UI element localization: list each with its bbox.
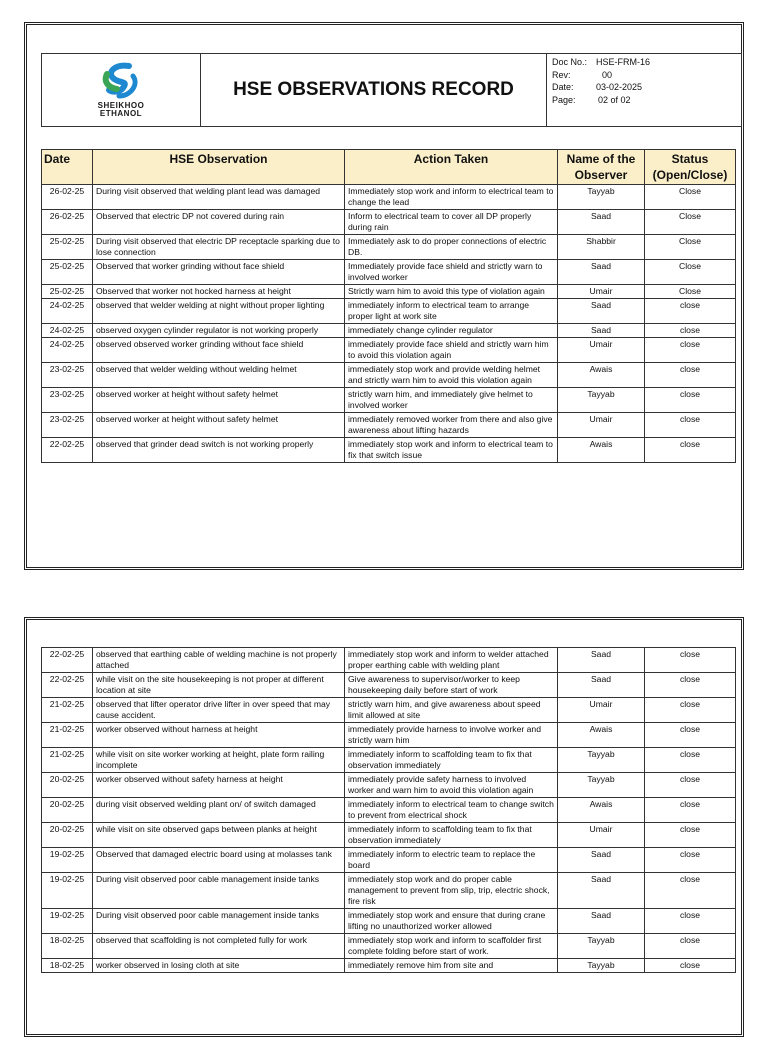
cell-observer: Tayyab	[558, 934, 645, 959]
cell-observer: Saad	[558, 324, 645, 338]
cell-status: Close	[645, 185, 736, 210]
cell-observation: observed that grinder dead switch is not working properly	[93, 438, 345, 463]
cell-status: close	[645, 299, 736, 324]
table-row	[42, 934, 736, 959]
table-row	[42, 673, 736, 698]
table-row	[42, 909, 736, 934]
cell-status: close	[645, 413, 736, 438]
cell-date: 18-02-25	[42, 934, 93, 959]
table-row	[42, 210, 736, 235]
cell-action: immediately inform to scaffolding team to fix that observation immediately	[345, 748, 558, 773]
table-row	[42, 438, 736, 463]
cell-observation: observed that earthing cable of welding machine is not properly attached	[93, 648, 345, 673]
cell-date: 22-02-25	[42, 438, 93, 463]
col-header-date: Date	[42, 150, 93, 185]
cell-observation: while visit on site worker working at height, plate form railing incomplete	[93, 748, 345, 773]
cell-date: 23-02-25	[42, 363, 93, 388]
cell-status: close	[645, 338, 736, 363]
col-header-action: Action Taken	[345, 150, 558, 185]
cell-status: close	[645, 934, 736, 959]
table-row	[42, 648, 736, 673]
cell-status: close	[645, 848, 736, 873]
cell-status: Close	[645, 210, 736, 235]
cell-status: Close	[645, 235, 736, 260]
table-row	[42, 260, 736, 285]
cell-observer: Awais	[558, 438, 645, 463]
cell-action: Immediately provide face shield and strictly warn to involved worker	[345, 260, 558, 285]
table-row	[42, 748, 736, 773]
cell-observer: Tayyab	[558, 388, 645, 413]
cell-observation: During visit observed poor cable management inside tanks	[93, 909, 345, 934]
cell-status: close	[645, 438, 736, 463]
cell-action: Immediately stop work and inform to electrical team to change the lead	[345, 185, 558, 210]
cell-action: immediately provide harness to involve worker and strictly warn him	[345, 723, 558, 748]
meta-page: Page: 02 of 02	[552, 94, 631, 105]
cell-observer: Shabbir	[558, 235, 645, 260]
cell-observer: Awais	[558, 363, 645, 388]
cell-action: strictly warn him, and give awareness about speed limit allowed at site	[345, 698, 558, 723]
cell-action: Strictly warn him to avoid this type of violation again	[345, 285, 558, 299]
cell-observation: observed worker at height without safety helmet	[93, 413, 345, 438]
table-row	[42, 235, 736, 260]
cell-observer: Saad	[558, 909, 645, 934]
sheikhoo-logo-icon	[99, 62, 143, 102]
cell-date: 24-02-25	[42, 299, 93, 324]
table-row	[42, 798, 736, 823]
cell-action: immediately stop work and do proper cable management to prevent from slip, trip, electric shock, fire risk	[345, 873, 558, 909]
cell-date: 25-02-25	[42, 285, 93, 299]
logo-line-2: ETHANOL	[99, 109, 143, 118]
cell-date: 22-02-25	[42, 673, 93, 698]
cell-status: close	[645, 723, 736, 748]
cell-action: immediately remove him from site and	[345, 959, 558, 973]
col-header-observation: HSE Observation	[93, 150, 345, 185]
cell-observation: During visit observed that welding plant lead was damaged	[93, 185, 345, 210]
cell-action: Give awareness to supervisor/worker to keep housekeeping daily before start of work	[345, 673, 558, 698]
table-row	[42, 285, 736, 299]
meta-rev: Rev: 00	[552, 69, 613, 80]
cell-observation: Observed that damaged electric board using at molasses tank	[93, 848, 345, 873]
cell-observer: Saad	[558, 648, 645, 673]
cell-observer: Tayyab	[558, 773, 645, 798]
cell-action: immediately removed worker from there and also give awareness about lifting hazards	[345, 413, 558, 438]
cell-action: immediately inform to electric team to replace the board	[345, 848, 558, 873]
cell-observation: during visit observed welding plant on/ of switch damaged	[93, 798, 345, 823]
cell-observation: observed that scaffolding is not completed fully for work	[93, 934, 345, 959]
cell-action: immediately inform to electrical team to arrange proper light at work site	[345, 299, 558, 324]
cell-observation: worker observed without harness at height	[93, 723, 345, 748]
cell-action: immediately stop work and inform to scaffolder first complete folding before start of work.	[345, 934, 558, 959]
cell-date: 22-02-25	[42, 648, 93, 673]
table-row	[42, 873, 736, 909]
cell-observer: Saad	[558, 210, 645, 235]
table-row	[42, 413, 736, 438]
table-row	[42, 388, 736, 413]
cell-observation: observed that welder welding at night without proper lighting	[93, 299, 345, 324]
cell-observation: observed that welder welding without welding helmet	[93, 363, 345, 388]
cell-observation: Observed that electric DP not covered during rain	[93, 210, 345, 235]
cell-date: 19-02-25	[42, 873, 93, 909]
table-row	[42, 698, 736, 723]
cell-date: 26-02-25	[42, 210, 93, 235]
cell-action: immediately stop work and provide welding helmet and strictly warn him to avoid this violation again	[345, 363, 558, 388]
cell-date: 20-02-25	[42, 773, 93, 798]
cell-date: 21-02-25	[42, 698, 93, 723]
cell-observation: observed that lifter operator drive lifter in over speed that may cause accident.	[93, 698, 345, 723]
table-row	[42, 338, 736, 363]
cell-observer: Tayyab	[558, 185, 645, 210]
cell-status: Close	[645, 285, 736, 299]
meta-doc-no: Doc No.: HSE-FRM-16	[552, 57, 651, 67]
cell-status: close	[645, 909, 736, 934]
cell-observation: observed worker at height without safety helmet	[93, 388, 345, 413]
cell-observer: Awais	[558, 798, 645, 823]
cell-observer: Saad	[558, 673, 645, 698]
cell-observer: Tayyab	[558, 959, 645, 973]
cell-status: close	[645, 798, 736, 823]
cell-observer: Umair	[558, 338, 645, 363]
document-header	[41, 53, 742, 127]
cell-observation: observed observed worker grinding without face shield	[93, 338, 345, 363]
meta-date: Date: 03-02-2025	[552, 82, 643, 92]
cell-observer: Umair	[558, 413, 645, 438]
col-header-status: Status (Open/Close)	[645, 150, 736, 185]
cell-observer: Saad	[558, 848, 645, 873]
cell-date: 26-02-25	[42, 185, 93, 210]
cell-action: immediately provide face shield and strictly warn him to avoid this violation again	[345, 338, 558, 363]
cell-observation: Observed that worker grinding without face shield	[93, 260, 345, 285]
cell-action: Immediately ask to do proper connections of electric DB.	[345, 235, 558, 260]
cell-date: 21-02-25	[42, 723, 93, 748]
cell-date: 20-02-25	[42, 798, 93, 823]
cell-observer: Umair	[558, 698, 645, 723]
table-row	[42, 723, 736, 748]
document-meta	[547, 54, 741, 126]
table-row	[42, 773, 736, 798]
cell-date: 19-02-25	[42, 909, 93, 934]
cell-date: 19-02-25	[42, 848, 93, 873]
cell-status: close	[645, 388, 736, 413]
cell-observer: Saad	[558, 873, 645, 909]
cell-date: 25-02-25	[42, 235, 93, 260]
cell-date: 23-02-25	[42, 413, 93, 438]
table-row	[42, 848, 736, 873]
cell-status: close	[645, 648, 736, 673]
cell-observation: Observed that worker not hocked harness at height	[93, 285, 345, 299]
cell-action: immediately change cylinder regulator	[345, 324, 558, 338]
cell-observer: Saad	[558, 260, 645, 285]
table-row	[42, 959, 736, 973]
cell-action: immediately inform to electrical team to change switch to prevent from electrical shock	[345, 798, 558, 823]
cell-date: 20-02-25	[42, 823, 93, 848]
logo-line-1: SHEIKHOO	[97, 101, 145, 110]
cell-date: 25-02-25	[42, 260, 93, 285]
cell-action: Inform to electrical team to cover all DP properly during rain	[345, 210, 558, 235]
cell-action: immediately stop work and ensure that during crane lifting no unauthorized worker allowed	[345, 909, 558, 934]
cell-status: close	[645, 363, 736, 388]
cell-action: immediately stop work and inform to welder attached proper earthing cable with welding plant	[345, 648, 558, 673]
cell-status: close	[645, 324, 736, 338]
table-body-page-2	[42, 648, 736, 973]
table-header-row	[42, 150, 736, 185]
cell-observation: During visit observed that electric DP receptacle sparking due to lose connection	[93, 235, 345, 260]
document-page-1	[24, 22, 744, 570]
cell-action: immediately stop work and inform to electrical team to fix that switch issue	[345, 438, 558, 463]
cell-observer: Umair	[558, 285, 645, 299]
cell-observation: observed oxygen cylinder regulator is not working properly	[93, 324, 345, 338]
cell-action: immediately inform to scaffolding team to fix that observation immediately	[345, 823, 558, 848]
observations-table-page-1	[41, 149, 736, 463]
cell-observer: Tayyab	[558, 748, 645, 773]
table-body-page-1	[42, 185, 736, 463]
table-row	[42, 363, 736, 388]
table-row	[42, 299, 736, 324]
cell-observation: During visit observed poor cable management inside tanks	[93, 873, 345, 909]
observations-table-page-2	[41, 647, 736, 973]
table-row	[42, 823, 736, 848]
col-header-observer: Name of the Observer	[558, 150, 645, 185]
cell-observation: worker observed without safety harness at height	[93, 773, 345, 798]
table-row	[42, 185, 736, 210]
cell-date: 23-02-25	[42, 388, 93, 413]
cell-status: close	[645, 873, 736, 909]
cell-status: close	[645, 823, 736, 848]
document-title: HSE OBSERVATIONS RECORD	[201, 54, 547, 126]
cell-date: 18-02-25	[42, 959, 93, 973]
cell-action: strictly warn him, and immediately give helmet to involved worker	[345, 388, 558, 413]
table-row	[42, 324, 736, 338]
cell-action: immediately provide safety harness to involved worker and warn him to avoid this violation again	[345, 773, 558, 798]
cell-status: close	[645, 773, 736, 798]
cell-observation: while visit on the site housekeeping is not proper at different location at site	[93, 673, 345, 698]
cell-status: close	[645, 698, 736, 723]
document-page-2	[24, 617, 744, 1037]
company-logo	[42, 54, 201, 126]
cell-status: Close	[645, 260, 736, 285]
cell-observer: Saad	[558, 299, 645, 324]
cell-status: close	[645, 959, 736, 973]
cell-observer: Umair	[558, 823, 645, 848]
logo-wordmark	[42, 102, 200, 118]
cell-date: 24-02-25	[42, 324, 93, 338]
cell-observer: Awais	[558, 723, 645, 748]
cell-date: 24-02-25	[42, 338, 93, 363]
cell-status: close	[645, 673, 736, 698]
cell-date: 21-02-25	[42, 748, 93, 773]
cell-observation: while visit on site observed gaps between planks at height	[93, 823, 345, 848]
cell-status: close	[645, 748, 736, 773]
cell-observation: worker observed in losing cloth at site	[93, 959, 345, 973]
